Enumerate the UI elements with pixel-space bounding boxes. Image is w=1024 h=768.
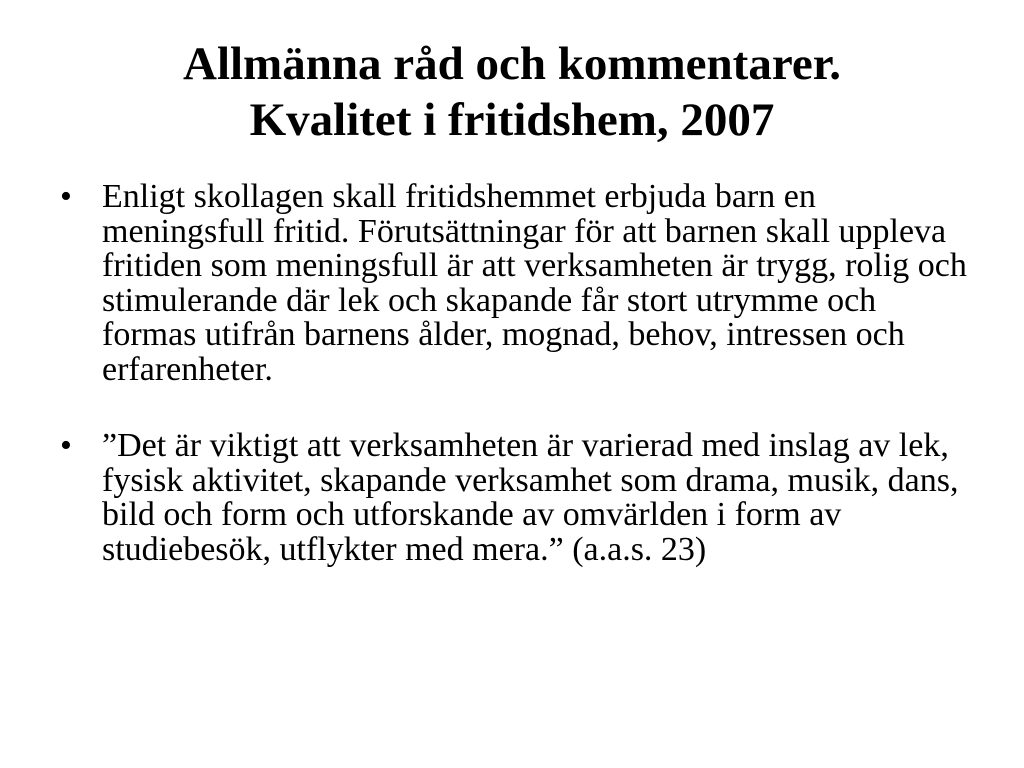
bullet-list	[60, 180, 970, 567]
title-line-1: Allmänna råd och kommentarer.	[183, 38, 841, 90]
bullet-dot-icon: •	[60, 178, 72, 215]
bullet-text: ”Det är viktigt att verksamheten är varierad med inslag av lek, fysisk aktivitet, skapande verksamhet som drama, musik, dans, bild och form och utforskande av omvärlden i form av studiebesök, utflykter med mera.” (a.a.s. 23)	[102, 427, 959, 568]
bullet-dot-icon: •	[60, 427, 72, 464]
bullet-text: Enligt skollagen skall fritidshemmet erbjuda barn en meningsfull fritid. Förutsättningar för att barnen skall uppleva fritiden som meningsfull är att verksamheten är trygg, rolig och stimulerande där lek och skapande får stort utrymme och formas utifrån barnens ålder, mognad, behov, intressen och erfarenheter.	[102, 178, 967, 388]
title-line-2: Kvalitet i fritidshem, 2007	[249, 94, 775, 146]
slide-title	[40, 36, 984, 148]
bullet-item	[60, 429, 970, 567]
bullet-item	[60, 180, 970, 387]
